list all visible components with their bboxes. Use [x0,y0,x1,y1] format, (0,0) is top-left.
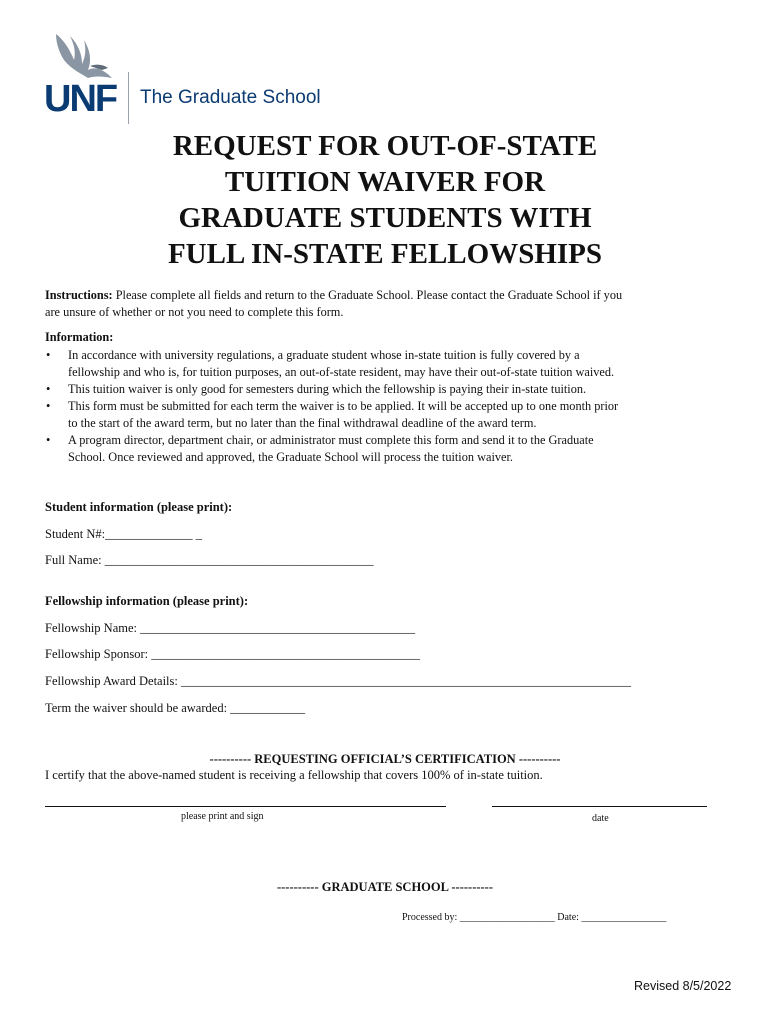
form-title [0,128,770,272]
student-number-field[interactable]: Student N#:______________ _ [45,527,202,541]
information-list [45,347,618,466]
unf-logo [42,30,342,126]
waiver-term-field[interactable]: Term the waiver should be awarded: ____________ [45,701,306,715]
full-name-field[interactable]: Full Name: ___________________________________________ [45,553,374,567]
revision-date: Revised 8/5/2022 [634,979,732,993]
bullet-icon: • [46,348,51,362]
information-heading: Information: [45,330,114,344]
fellowship-name-field[interactable]: Fellowship Name: ____________________________________________ [45,621,416,635]
osprey-logo-icon [50,30,120,82]
instructions-label: Instructions: [45,288,113,302]
title-line-3: GRADUATE STUDENTS WITH [178,202,592,234]
logo-wordmark: UNF [44,78,117,120]
title-line-2: TUITION WAIVER FOR [224,166,546,198]
list-item: • A program director, department chair, or administrator must complete this form and send it to the Graduate School. Once reviewed and approved, the Graduate School will process the tuition waiver. [46,433,594,464]
signature-line[interactable] [45,806,446,807]
instructions [45,287,622,321]
fellowship-info-heading: Fellowship information (please print): [45,594,249,608]
instructions-line-2: are unsure of whether or not you need to complete this form. [45,305,344,319]
fellowship-sponsor-field[interactable]: Fellowship Sponsor: ___________________________________________ [45,647,421,661]
title-line-1: REQUEST FOR OUT-OF-STATE [172,130,598,162]
list-item: • This form must be submitted for each term the waiver is to be applied. It will be accepted up to one month prior to the start of the award term, but no later than the final withdrawal deadline of the award term. [46,399,619,430]
school-name: The Graduate School [140,87,321,108]
logo-divider [128,72,129,124]
graduate-school-heading: ---------- GRADUATE SCHOOL ---------- [276,880,494,894]
title-line-4: FULL IN-STATE FELLOWSHIPS [167,238,603,270]
bullet-icon: • [46,433,51,447]
bullet-icon: • [46,382,51,396]
bullet-icon: • [46,399,51,413]
date-line[interactable] [492,806,707,807]
certification-heading: ---------- REQUESTING OFFICIAL’S CERTIFICATION ---------- [209,752,561,766]
fellowship-award-details-field[interactable]: Fellowship Award Details: ________________________________________________________________________ [45,674,631,688]
student-info-heading: Student information (please print): [45,500,233,514]
signature-label: please print and sign [181,811,264,822]
processed-by-field[interactable]: Processed by: ___________________ Date: _________________ [402,912,667,923]
date-label: date [592,813,609,824]
instructions-line-1: Please complete all fields and return to the Graduate School. Please contact the Graduate School if you [112,288,623,302]
certification-statement: I certify that the above-named student is receiving a fellowship that covers 100% of in-state tuition. [45,768,543,782]
list-item: • This tuition waiver is only good for semesters during which the fellowship is paying their in-state tuition. [46,382,587,396]
list-item: • In accordance with university regulations, a graduate student whose in-state tuition is fully covered by a fellowship and who is, for tuition purposes, an out-of-state resident, may have their out-of-state tuition waived. [46,348,615,379]
